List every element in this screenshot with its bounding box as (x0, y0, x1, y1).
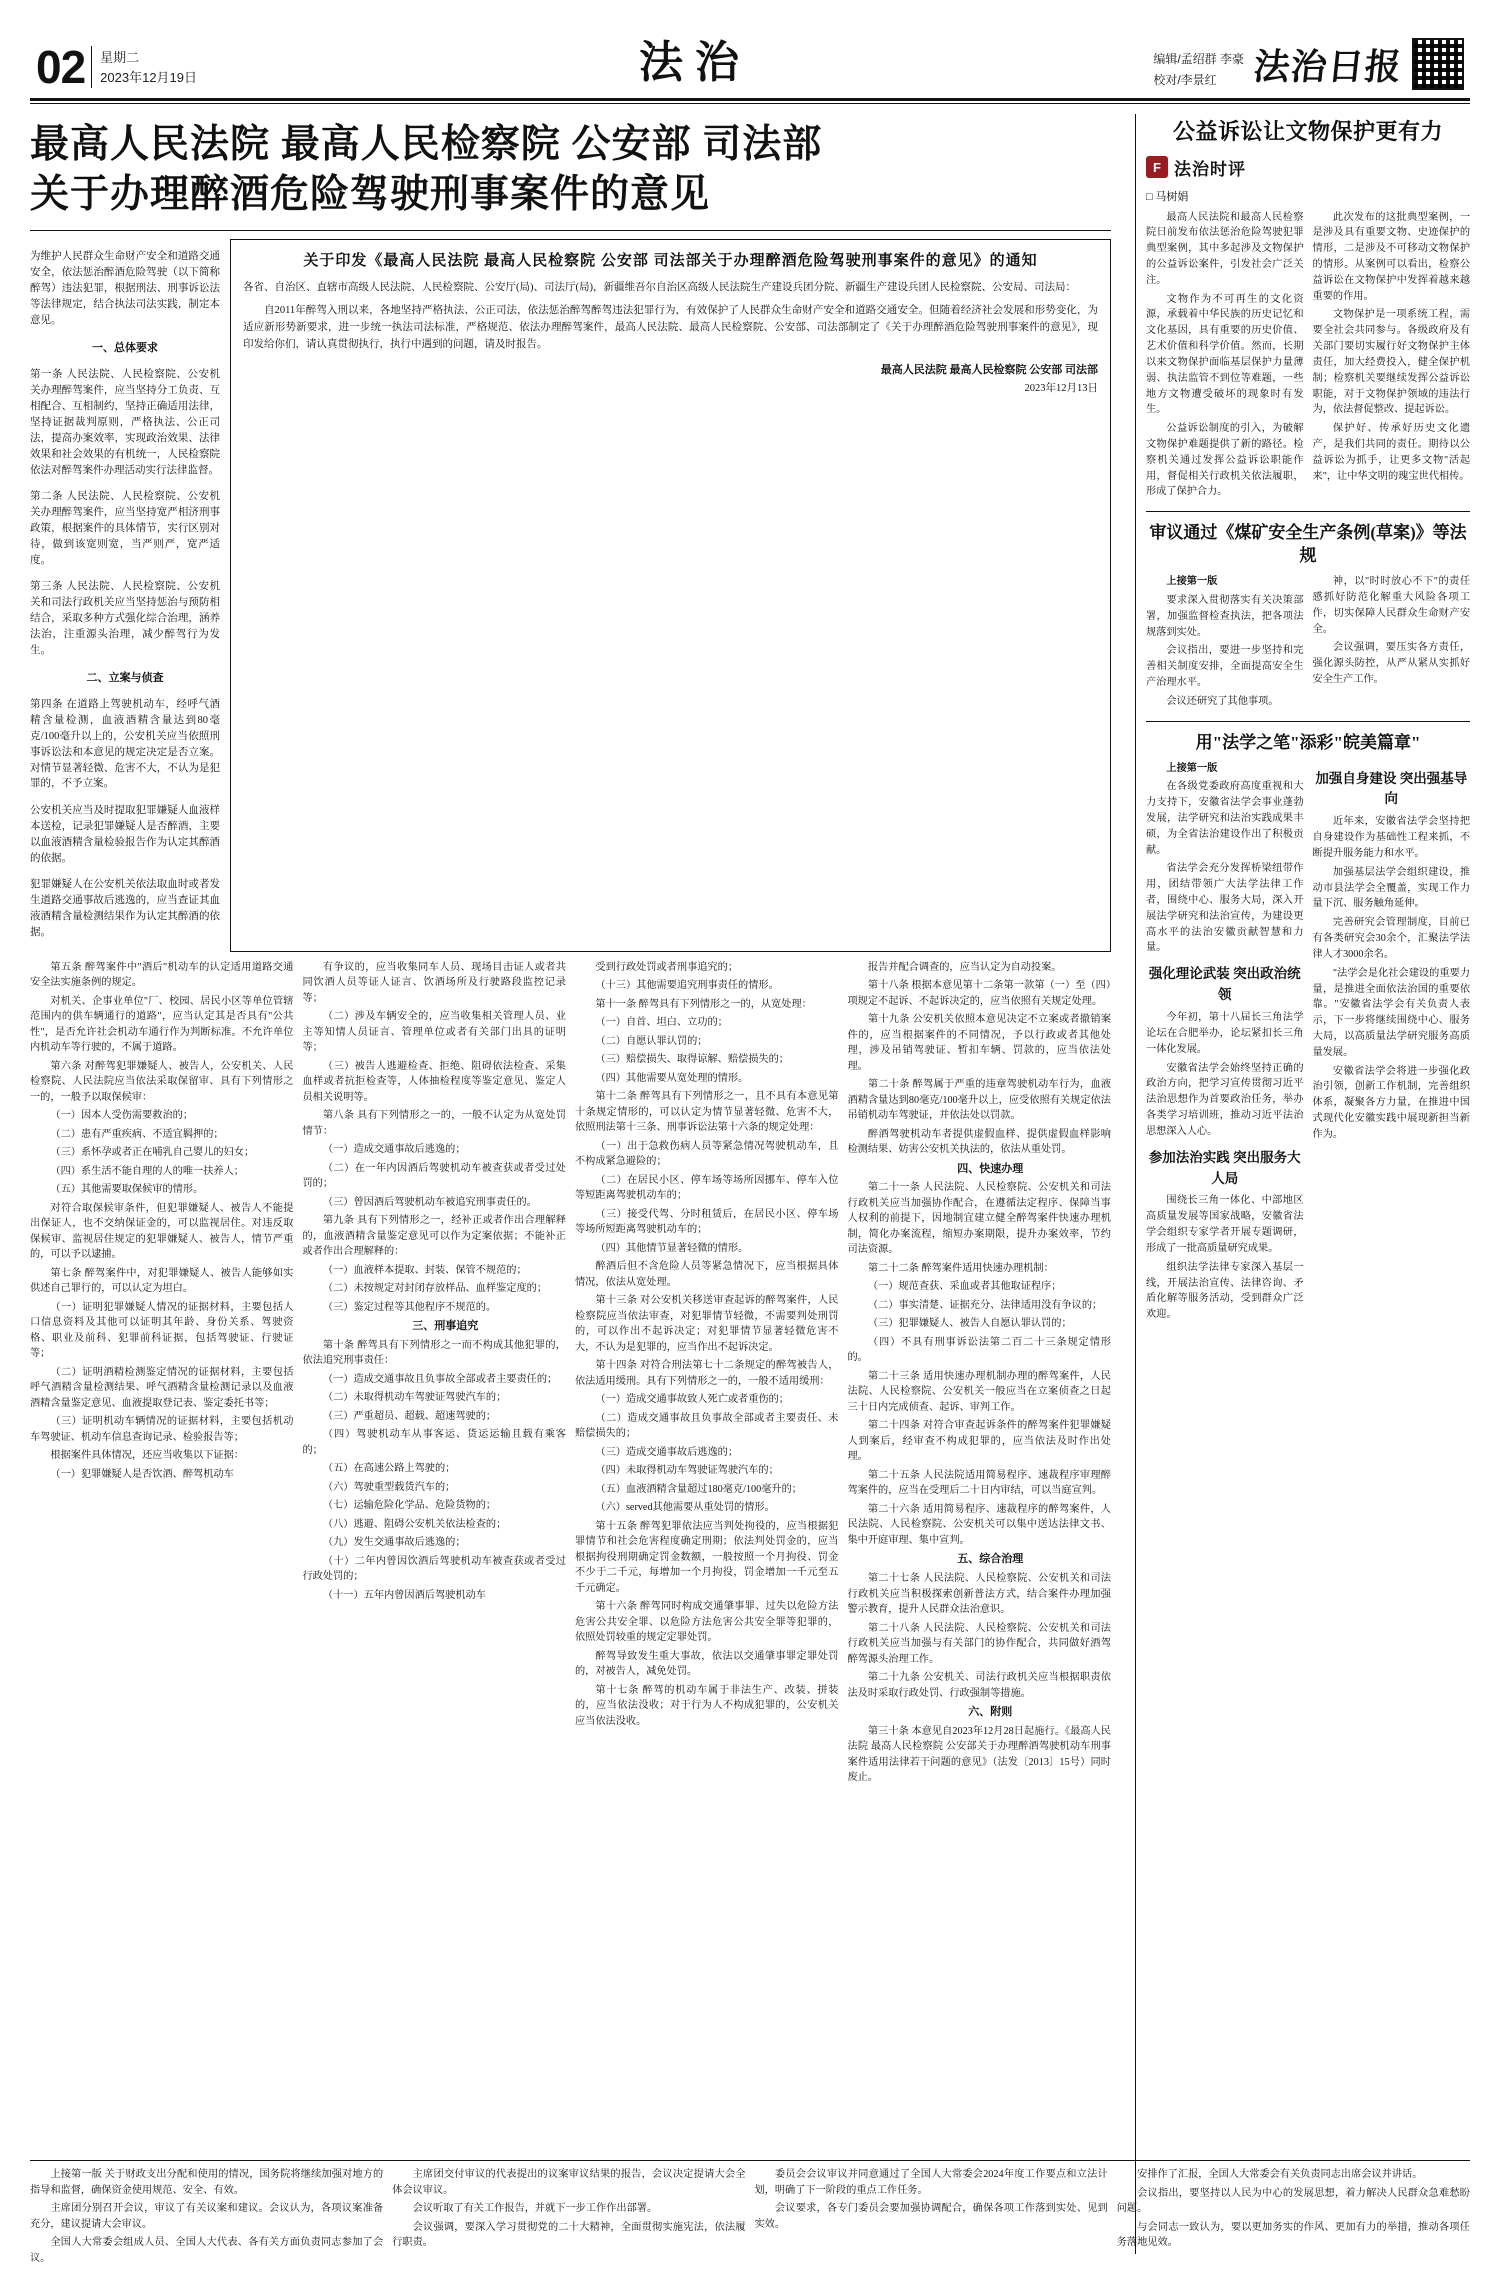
paragraph: 会议指出，要坚持以人民为中心的发展思想，着力解决人民群众急难愁盼问题。 (1116, 2187, 1470, 2214)
article-column-3 (575, 960, 839, 1789)
paragraph: 第十五条 醉驾犯罪依法应当判处拘役的，应当根据犯罪情节和社会危害程度确定刑期；依法判处罚金的，应当根据拘役刑期确定罚金数额，一般按照一个月拘役、罚金不少于二千元，每增加一个月拘役，罚金增加一千元至五千元确定。 (575, 1520, 839, 1594)
opinion-body (1146, 210, 1470, 504)
paragraph: 第三十条 本意见自2023年12月28日起施行。《最高人民法院 最高人民检察院 公安部关于办理醉酒驾驶机动车刑事案件适用法律若干问题的意见》（法发〔2013〕15号）同时废止。 (847, 1725, 1111, 1784)
paragraph: 第二十五条 人民法院适用简易程序、速裁程序审理醉驾案件的，应当在受理后二十日内审结，可以当庭宣判。 (847, 1469, 1111, 1497)
article-column-4 (848, 960, 1112, 1789)
section-heading: 四、快速办理 (957, 1162, 1024, 1175)
paragraph: 组织法学法律专家深入基层一线，开展法治宣传、法律咨询、矛盾化解等服务活动，受到群众广泛欢迎。 (1146, 1261, 1304, 1321)
notice-title: 关于印发《最高人民法院 最高人民检察院 公安部 司法部关于办理醉酒危险驾驶刑事案件的意见》的通知 (303, 252, 1038, 269)
paragraph: （四）其他需要从宽处理的情形。 (595, 1072, 749, 1084)
paragraph: 会议还研究了其他事项。 (1166, 695, 1279, 707)
paragraph: 对符合取保候审条件，但犯罪嫌疑人、被告人不能提出保证人，也不交纳保证金的，可以监视居住。对违反取保候审、监视居住规定的犯罪嫌疑人、被告人，情节严重的，可以予以逮捕。 (30, 1202, 294, 1261)
paragraph: 此次发布的这批典型案例，一是涉及具有重要文物、史迹保护的情形，二是涉及不可移动文物保护的情形。从案例可以看出，检察公益诉讼在文物保护中发挥着越来越重要的作用。 (1312, 211, 1471, 302)
opinion-column-2 (1313, 210, 1471, 504)
paragraph: （六）驾驶重型载货汽车的； (322, 1481, 456, 1493)
jump-line: 上接第一版 (1166, 762, 1218, 774)
paragraph: （一）因本人受伤需要救治的； (50, 1110, 194, 1122)
paragraph: （三）曾因酒后驾驶机动车被追究刑事责任的。 (322, 1196, 537, 1208)
paragraph: （三）赔偿损失、取得谅解、赔偿损失的； (595, 1054, 789, 1066)
paragraph: 有争议的，应当收集同车人员、现场目击证人或者共同饮酒人员等证人证言、饮酒场所及行驶路段监控记录等； (302, 961, 566, 1004)
paragraph: 第七条 醉驾案件中，对犯罪嫌疑人、被告人能够如实供述自己罪行的，可以认定为坦白。 (30, 1267, 294, 1295)
paragraph: 会议听取了有关工作报告，并就下一步工作作出部署。 (412, 2203, 658, 2214)
paragraph: （二）造成交通事故且负事故全部或者主要责任、未赔偿损失的； (575, 1412, 839, 1440)
paragraph: （一）规范查获、采血或者其他取证程序； (867, 1281, 1062, 1293)
paragraph: （七）运输危险化学品、危险货物的； (322, 1500, 497, 1512)
paragraph: （九）发生交通事故后逃逸的； (322, 1537, 466, 1549)
paragraph: （八）逃避、阻碍公安机关依法检查的； (322, 1518, 507, 1530)
paragraph: （二）未取得机动车驾驶证驾驶汽车的； (322, 1392, 507, 1404)
qr-code-icon[interactable] (1412, 38, 1464, 90)
masthead-dateblock (100, 44, 197, 87)
second-story-column-2 (1313, 574, 1471, 713)
paragraph: 在各级党委政府高度重视和大力支持下，安徽省法学会事业蓬勃发展，法学研究和法治实践成果丰硕，为全省法治建设作出了积极贡献。 (1146, 781, 1304, 856)
paragraph: 与会同志一致认为，要以更加务实的作风、更加有力的举措，推动各项任务落地见效。 (1116, 2221, 1470, 2248)
notice-box (230, 239, 1111, 952)
paragraph: 神，以"时时放心不下"的责任感抓好防范化解重大风险各项工作，切实保障人民群众生命财产安全。 (1312, 576, 1471, 635)
subhead-2: 参加法治实践 突出服务大人局 (1148, 1149, 1301, 1186)
second-story-body (1146, 574, 1470, 713)
paragraph: 会议指出，要进一步坚持和完善相关制度安排，全面提高安全生产治理水平。 (1146, 645, 1304, 688)
second-story-column-1 (1146, 574, 1304, 713)
main-article (30, 114, 1125, 2254)
paragraph: （二）事实清楚、证据充分、法律适用没有争议的； (867, 1299, 1103, 1311)
paragraph: 围绕长三角一体化、中部地区高质量发展等国家战略，安徽省法学会组织专家学者开展专题调研，形成了一批高质量研究成果。 (1146, 1195, 1304, 1254)
section-heading: 五、综合治理 (957, 1553, 1024, 1566)
paragraph: 醉驾导致发生重大事故，依法以交通肇事罪定罪处罚的，对被告人，减免处罚。 (575, 1650, 839, 1678)
paragraph: 醉酒后但不含危险人员等紧急情况下，应当根据具体情况，依法从宽处理。 (575, 1261, 839, 1288)
masthead-right (1104, 38, 1464, 90)
section-heading: 三、刑事追究 (412, 1320, 479, 1333)
paragraph: 第二十二条 醉驾案件适用快速办理机制： (867, 1262, 1054, 1274)
paragraph: 第十七条 醉驾的机动车属于非法生产、改装、拼装的，应当依法没收；对于行为人不构成犯罪的，公安机关应当依法没收。 (575, 1684, 839, 1727)
subhead-1: 强化理论武装 突出政治统领 (1148, 966, 1301, 1003)
lead-opinion-title: 公益诉讼让文物保护更有力 (1173, 119, 1444, 144)
opinion-column-1 (1146, 210, 1304, 504)
opinion-author: □ 马树娟 (1146, 190, 1189, 203)
article-column-1 (30, 960, 294, 1789)
paragraph: 加强基层法学会组织建设，推动市县法学会全覆盖，实现工作力量下沉、服务触角延伸。 (1312, 866, 1471, 910)
paragraph: 第二条 人民法院、人民检察院、公安机关办理醉驾案件，应当坚持宽严相济刑事政策，根据案件的具体情节，实行区别对待，做到该宽则宽，当严则严，宽严适度。 (30, 490, 220, 566)
paragraph: （一）造成交通事故且负事故全部或者主要责任的； (322, 1373, 558, 1385)
subhead-3: 加强自身建设 突出强基导向 (1315, 770, 1468, 807)
right-rule-1 (1146, 511, 1470, 512)
paragraph: 受到行政处罚或者刑事追究的； (595, 961, 739, 973)
vertical-divider (1135, 114, 1136, 2254)
paragraph: 主席团分别召开会议，审议了有关议案和建议。会议认为，各项议案准备充分，建议提请大会审议。 (30, 2203, 384, 2230)
headline-line-1: 最高人民法院 最高人民检察院 公安部 司法部 (30, 123, 823, 166)
paragraph: 安排作了汇报，全国人大常委会有关负责同志出席会议并讲话。 (1137, 2169, 1423, 2180)
paragraph: （一）出于急救伤病人员等紧急情况驾驶机动车，且不构成紧急避险的； (575, 1140, 839, 1168)
masthead (0, 0, 1500, 96)
paragraph: 全国人大常委会组成人员、全国人大代表、各有关方面负责同志参加了会议。 (30, 2237, 384, 2264)
section-heading: 六、附则 (968, 1706, 1013, 1718)
paragraph: （二）自愿认罪认罚的； (595, 1035, 708, 1047)
section-title: 法治 (639, 38, 751, 87)
page-body (0, 104, 1500, 2264)
paragraph: （十三）其他需要追究刑事责任的情形。 (595, 980, 779, 992)
opinion-column-label: 法治时评 (1174, 159, 1246, 179)
third-story-column-2 (1313, 761, 1471, 1326)
section-heading: 一、总体要求 (92, 341, 158, 354)
bottom-column-2 (392, 2167, 745, 2269)
paragraph: （一）造成交通事故致人死亡或者重伤的； (595, 1394, 789, 1406)
date-label: 2023年12月19日 (100, 69, 198, 85)
paragraph: （一）造成交通事故后逃逸的； (322, 1144, 466, 1156)
paragraph: 第二十一条 人民法院、人民检察院、公安机关和司法行政机关应当加强协作配合，在遵循法定程序、保障当事人权利的前提下，因地制宜建立健全醉驾案件快速办理机制，简化办案流程，缩短办案期限，提升办案效率，节约司法资源。 (847, 1182, 1111, 1256)
jump-line: 上接第一版 (1166, 576, 1218, 588)
paragraph: 第十六条 醉驾同时构成交通肇事罪、过失以危险方法危害公共安全罪、以危险方法危害公共安全罪等犯罪的，依照处罚较重的规定定罪处罚。 (575, 1601, 839, 1644)
notice-para-1: 自2011年醉驾入刑以来，各地坚持严格执法、公正司法，依法惩治醉驾醉驾违法犯罪行为，有效保护了人民群众生命财产安全和道路交通安全。但随着经济社会发展和形势变化，为适应新形势新要求，进一步统一执法司法标准，严格规范、依法办理醉驾案件，最高人民法院、最高人民检察院、公安部、司法部制定了《关于办理醉酒危险驾驶刑事案件的意见》，现印发给你们，请认真贯彻执行，执行中遇到的问题，请及时报告。 (243, 305, 1099, 350)
paragraph: （五）其他需要取保候审的情形。 (50, 1184, 204, 1196)
notice-signature: 最高人民法院 最高人民检察院 公安部 司法部 (880, 363, 1099, 376)
paragraph: 安徽省法学会将进一步强化政治引领，创新工作机制，完善组织体系，凝聚各方力量，在推进中国式现代化安徽实践中展现新担当新作为。 (1312, 1065, 1471, 1140)
paragraph: （四）未取得机动车驾驶证驾驶汽车的； (595, 1465, 779, 1477)
paragraph: 会议要求，各专门委员会要加强协调配合，确保各项工作落到实处、见到实效。 (754, 2203, 1108, 2230)
paragraph: 要求深入贯彻落实有关决策部署，加强监督检查执法，把各项法规落到实处。 (1146, 594, 1304, 638)
paragraph: 第二十七条 人民法院、人民检察院、公安机关和司法行政机关应当积极探索创新普法方式，结合案件办理加强警示教育，提升人民群众法治意识。 (847, 1573, 1111, 1615)
page-number: 02 (36, 41, 86, 93)
weekday-label: 星期二 (100, 50, 140, 65)
paragraph: 完善研究会管理制度，目前已有各类研究会30余个，汇聚法学法律人才3000余名。 (1312, 917, 1471, 960)
paragraph: （二）未按规定对封闭存放样品、血样鉴定度的； (322, 1283, 548, 1295)
paragraph: 为维护人民群众生命财产安全和道路交通安全，依法惩治醉酒危险驾驶（以下简称醉驾）违法犯罪，根据刑法、刑事诉讼法等法律规定，结合执法司法实践，制定本意见。 (30, 251, 220, 327)
paragraph: （二）涉及车辆安全的，应当收集相关管理人员、业主等知情人员证言、管理单位或者有关部门出具的证明等； (302, 1011, 566, 1054)
paragraph: （二）患有严重疾病、不适宜羁押的； (50, 1128, 224, 1140)
third-story-headline: 用"法学之笔"添彩"皖美篇章" (1195, 732, 1421, 752)
notice-date: 2023年12月13日 (1024, 383, 1099, 395)
paragraph: 上接第一版 关于财政支出分配和使用的情况，国务院将继续加强对地方的指导和监督，确保资金使用规范、安全、有效。 (30, 2169, 384, 2196)
paragraph: 公安机关应当及时提取犯罪嫌疑人血液样本送检，记录犯罪嫌疑人是否醉酒，主要以血液酒精含量检验报告作为认定其醉酒的依据。 (30, 804, 220, 864)
paragraph: 根据案件具体情况，还应当收集以下证据： (50, 1450, 244, 1462)
paragraph: （十）二年内曾因饮酒后驾驶机动车被查获或者受过行政处罚的； (302, 1555, 566, 1583)
third-story-body (1146, 761, 1470, 1326)
paragraph: （四）其他情节显著轻微的情形。 (595, 1242, 749, 1254)
paragraph: （二）在居民小区、停车场等场所因挪车、停车入位等短距离驾驶机动车的； (575, 1174, 839, 1202)
paragraph: 第十一条 醉驾具有下列情形之一的，从宽处理： (595, 998, 812, 1010)
paragraph: （一）犯罪嫌疑人是否饮酒、醉驾机动车 (50, 1468, 234, 1480)
bottom-continuation-strip (30, 2160, 1470, 2269)
paragraph: 最高人民法院和最高人民检察院日前发布依法惩治危险驾驶犯罪典型案例，其中多起涉及文物保护的公益诉讼案件，引发社会广泛关注。 (1146, 211, 1304, 286)
masthead-credits (1153, 49, 1244, 90)
paragraph: （三）证明机动车辆情况的证据材料，主要包括机动车驾驶证、机动车信息查询记录、检验报告等； (30, 1416, 294, 1443)
masthead-divider (91, 46, 92, 88)
paragraph: （四）驾驶机动车从事客运、货运运输且载有乘客的； (302, 1429, 566, 1456)
paragraph: 第二十八条 人民法院、人民检察院、公安机关和司法行政机关应当加强与有关部门的协作配合，共同做好酒驾醉驾源头治理工作。 (847, 1622, 1111, 1665)
paragraph: 醉酒驾驶机动车者提供虚假血样、提供虚假血样影响检测结果、妨害公安机关执法的，依法从重处罚。 (847, 1128, 1111, 1156)
paragraph: 第十四条 对符合刑法第七十二条规定的醉驾被告人，依法适用缓刑。具有下列情形之一的，一般不适用缓刑： (575, 1360, 839, 1387)
paragraph: 第二十三条 适用快速办理机制办理的醉驾案件，人民法院、人民检察院、公安机关一般应当在立案侦查之日起三十日内完成侦查、起诉、审判工作。 (847, 1370, 1111, 1413)
paragraph: （三）鉴定过程等其他程序不规范的。 (322, 1301, 497, 1313)
paragraph: 第六条 对醉驾犯罪嫌疑人、被告人，公安机关、人民检察院、人民法院应当依法采取保留审、具有下列情形之一的，一般予以取保候审： (30, 1060, 294, 1103)
paragraph: 第九条 具有下列情形之一，经补正或者作出合理解释的，血液酒精含量鉴定意见可以作为定案依据；不能补正或者作出合理解释的： (302, 1215, 566, 1258)
editor-line: 编辑/孟绍群 李豪 (1153, 52, 1244, 67)
paragraph: （三）造成交通事故后逃逸的； (595, 1446, 739, 1458)
top-region (30, 239, 1111, 952)
paragraph: （一）证明犯罪嫌疑人情况的证据材料，主要包括人口信息资料及其他可以证明其年龄、身份关系、驾驶资格、职业及前科、犯罪前科证据，包括驾驶证、行驶证等； (30, 1301, 294, 1360)
paragraph: 第十九条 公安机关依照本意见决定不立案或者撤销案件的，应当根据案件的不同情况，予以行政或者其他处理，涉及吊销驾驶证、暂扣车辆、罚款的，应当依法处理。 (847, 1014, 1111, 1072)
paragraph: 第十三条 对公安机关移送审查起诉的醉驾案件，人民检察院应当依法审查，对犯罪情节轻微，不需要判处刑罚的，可以作出不起诉决定；对犯罪情节显著轻微危害不大，不认为是犯罪的，应当作出不起诉决定。 (575, 1295, 839, 1353)
bottom-column-1 (30, 2167, 383, 2269)
paragraph: 委员会会议审议并同意通过了全国人大常委会2024年度工作要点和立法计划，明确了下一阶段的重点工作任务。 (754, 2169, 1108, 2196)
paragraph: 今年初，第十八届长三角法学论坛在合肥举办，论坛紧扣长三角一体化发展。 (1146, 1012, 1304, 1055)
paragraph: 省法学会充分发挥桥梁纽带作用，团结带领广大法学法律工作者，围绕中心、服务大局，深入开展法学研究和法治宣传，为建设更高水平的法治安徽贡献智慧和力量。 (1146, 863, 1304, 954)
intro-column-1 (30, 239, 220, 952)
headline-rule (30, 230, 1111, 231)
paragraph: （六）served其他需要从重处罚的情形。 (595, 1502, 775, 1514)
paper-name: 法治日报 (1251, 47, 1404, 87)
paragraph: "法学会是化社会建设的重要力量，是推进全面依法治国的重要依靠。"安徽省法学会有关负责人表示，下一步将继续围绕中心、服务大局，以高质量法学研究服务高质量发展。 (1312, 967, 1471, 1058)
paragraph: （四）系生活不能自理的人的唯一扶养人； (50, 1165, 244, 1177)
paragraph: （五）在高速公路上驾驶的； (322, 1463, 456, 1475)
paragraph: （三）犯罪嫌疑人、被告人自愿认罪认罚的； (867, 1318, 1072, 1330)
masthead-center (286, 26, 1104, 90)
second-story-headline: 审议通过《煤矿安全生产条例(草案)》等法规 (1149, 523, 1467, 566)
article-columns (30, 960, 1111, 1789)
paragraph: 犯罪嫌疑人在公安机关依法取血时或者发生道路交通事故后逃逸的，应当查证其血液酒精含量检测结果作为认定其醉酒的依据。 (30, 879, 220, 939)
article-column-2 (303, 960, 567, 1789)
proof-line: 校对/李景红 (1153, 72, 1217, 87)
paragraph: 文物保护是一项系统工程，需要全社会共同参与。各级政府及有关部门要切实履行好文物保护主体责任，加大经费投入，健全保护机制；检察机关要继续发挥公益诉讼职能，对于文物保护领域的违法行为，依法督促整改、提起诉讼。 (1312, 309, 1471, 416)
paragraph: （三）系怀孕或者正在哺乳自己婴儿的妇女； (50, 1147, 255, 1159)
paragraph: 第二十九条 公安机关、司法行政机关应当根据职责依法及时采取行政处罚、行政强制等措施。 (847, 1672, 1111, 1699)
masthead-left (36, 41, 286, 93)
bottom-column-3 (755, 2167, 1108, 2269)
paragraph: 第十条 醉驾具有下列情形之一而不构成其他犯罪的，依法追究刑事责任： (302, 1339, 566, 1367)
third-story-column-1 (1146, 761, 1304, 1326)
paragraph: （三）严重超员、超载、超速驾驶的； (322, 1410, 497, 1422)
paragraph: （三）被告人逃避检查、拒绝、阻碍依法检查、采集血样或者抗拒检查等，人体抽检程度等鉴定意见、鉴定人员相关说明等。 (302, 1060, 566, 1103)
paragraph: （五）血液酒精含量超过180毫克/100毫升的； (595, 1483, 802, 1495)
right-column (1146, 114, 1470, 2254)
right-rule-2 (1146, 721, 1470, 722)
paragraph: 公益诉讼制度的引入，为破解文物保护难题提供了新的路径。检察机关通过发挥公益诉讼职能作用，督促相关行政机关依法履职，形成了保护合力。 (1146, 423, 1304, 498)
paragraph: （三）接受代驾、分时租赁后，在居民小区、停车场等场所短距离驾驶机动车的； (575, 1208, 839, 1236)
paragraph: 第一条 人民法院、人民检察院、公安机关办理醉驾案件，应当坚持分工负责、互相配合、互相制约，坚持正确适用法律，坚持证据裁判原则，严格执法、公正司法，提高办案效率，实现政治效果、法律效果和社会效果的有机统一，人民检察院依法对醉驾案件办理活动实行法律监督。 (30, 368, 220, 476)
paragraph: 第十二条 醉驾具有下列情形之一，且不具有本意见第十条规定情形的，可以认定为情节显著轻微、危害不大，依照刑法第十三条、刑事诉讼法第十六条的规定处理： (575, 1091, 839, 1134)
paragraph: 近年来，安徽省法学会坚持把自身建设作为基础性工程来抓，不断提升服务能力和水平。 (1312, 816, 1471, 859)
opinion-column-badge-row (1146, 155, 1470, 180)
paragraph: 会议强调，要压实各方责任，强化源头防控，从严从紧从实抓好安全生产工作。 (1312, 642, 1471, 685)
section-heading: 二、立案与侦查 (86, 671, 164, 684)
paragraph: 报告并配合调查的，应当认定为自动投案。 (867, 961, 1062, 973)
notice-recipients: 各省、自治区、直辖市高级人民法院、人民检察院、公安厅(局)、司法厅(局)，新疆维吾尔自治区高级人民法院生产建设兵团分院、新疆生产建设兵团人民检察院、公安局、司法局： (243, 282, 1076, 294)
paragraph: （十一）五年内曾因酒后驾驶机动车 (322, 1589, 486, 1601)
paragraph: （一）自首、坦白、立功的； (595, 1017, 728, 1029)
paragraph: （二）在一年内因酒后驾驶机动车被查获或者受过处罚的； (302, 1162, 566, 1190)
masthead-rule-thick (30, 98, 1470, 101)
paragraph: 会议强调，要深入学习贯彻党的二十大精神，全面贯彻实施宪法，依法履行职责。 (392, 2221, 746, 2248)
paragraph: 安徽省法学会始终坚持正确的政治方向，把学习宣传贯彻习近平法治思想作为首要政治任务，举办各类学习培训班，推动习近平法治思想深入人心。 (1146, 1062, 1304, 1137)
paragraph: （一）血液样本提取、封装、保管不规范的； (322, 1264, 527, 1276)
paragraph: （二）证明酒精检测鉴定情况的证据材料，主要包括呼气酒精含量检测结果、呼气酒精含量检测记录以及血液酒精含量鉴定意见、血液提取登记表、鉴定委托书等； (30, 1366, 294, 1409)
paragraph: 第二十六条 适用简易程序、速裁程序的醉驾案件，人民法院、人民检察院、公安机关可以集中送达法律文书、集中开庭审理、集中宣判。 (847, 1503, 1111, 1546)
paragraph: 第四条 在道路上驾驶机动车，经呼气酒精含量检测，血液酒精含量达到80毫克/100毫升以上的，公安机关应当依照刑事诉讼法和本意见的规定决定是否立案。对情节显著轻微、危害不大，不认为是犯罪的，不予立案。 (30, 698, 220, 790)
fa-badge-icon: F (1146, 156, 1168, 178)
paragraph: 第十八条 根据本意见第十二条第一款第（一）至（四）项规定不起诉、不起诉决定的，应当依照有关规定处理。 (847, 980, 1111, 1007)
paragraph: 第八条 具有下列情形之一的，一般不认定为从宽处罚情节： (302, 1110, 566, 1137)
paragraph: （四）不具有刑事诉讼法第二百二十三条规定情形的。 (847, 1336, 1111, 1364)
bottom-column-4 (1117, 2167, 1470, 2269)
paragraph: 第二十条 醉驾属于严重的违章驾驶机动车行为，血液酒精含量达到80毫克/100毫升以上，应受依照有关规定依法吊销机动车驾驶证，并依法处以罚款。 (847, 1079, 1111, 1122)
paragraph: 第五条 醉驾案件中"酒后"机动车的认定适用道路交通安全法实施条例的规定。 (30, 961, 294, 989)
paragraph: 主席团交付审议的代表提出的议案审议结果的报告，会议决定提请大会全体会议审议。 (392, 2169, 746, 2196)
paragraph: 对机关、企事业单位"厂、校园、居民小区等单位管辖范围内的供车辆通行的道路"，应当认定其是否具有"公共性"，是否允许社会机动车通行作为判断标准。不允许单位内机动车等行驶的，不属于道路。 (30, 995, 294, 1054)
paragraph: 保护好、传承好历史文化遗产，是我们共同的责任。期待以公益诉讼为抓手，让更多文物"活起来"，让中华文明的瑰宝世代相传。 (1312, 423, 1471, 482)
paragraph: 第三条 人民法院、人民检察院、公安机关和司法行政机关应当坚持惩治与预防相结合，采取多种方式强化综合治理，涵养法治，注重源头治理，减少醉驾行为发生。 (30, 581, 220, 657)
paragraph: 文物作为不可再生的文化资源，承载着中华民族的历史记忆和文化基因，具有重要的历史价值、艺术价值和科学价值。然而，长期以来文物保护面临基层保护力量薄弱、执法监管不到位等难题，一些地方文物遭受破坏的现象时有发生。 (1146, 293, 1304, 416)
headline-line-2: 关于办理醉酒危险驾驶刑事案件的意见 (30, 172, 711, 216)
paragraph: 第二十四条 对符合审查起诉条件的醉驾案件犯罪嫌疑人到案后，经审查不构成犯罪的，应当依法及时作出处理。 (847, 1420, 1111, 1463)
main-headline (30, 120, 1111, 220)
